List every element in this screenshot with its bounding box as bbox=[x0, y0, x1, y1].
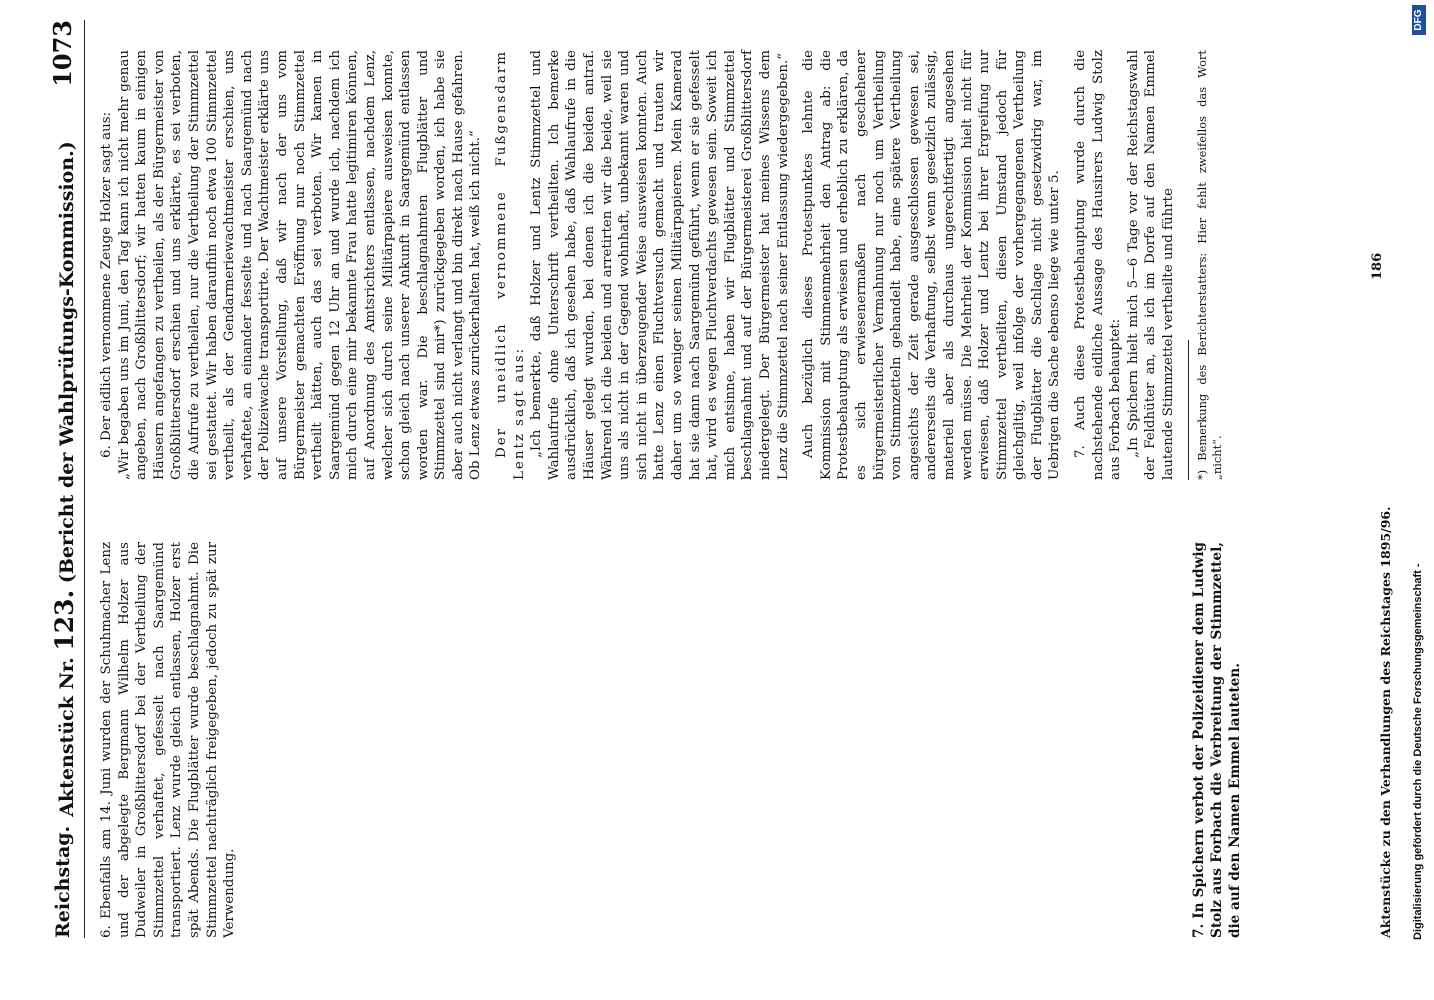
page-header bbox=[44, 20, 85, 938]
left-paragraph-7-text: In Spichern verbot der Polizeidiener dem Ludwig Stolz aus Forbach die Verbreitung der Stimmzettel, die auf den Namen Emmel lauteten. bbox=[1191, 541, 1243, 938]
header-commission: (Bericht der Wahlprüfungs-Kommission.) bbox=[56, 141, 78, 584]
left-column bbox=[98, 542, 239, 938]
header-reichstag: Reichstag. bbox=[52, 825, 74, 938]
witness-holzer-testimony: „Wir begaben uns im Juni, den Tag kann ich nicht mehr genau angeben, nach Großblittersdorf; wir hatten kaum in einigen Häusern angefangen zu vertheilen, als der Bürgermeister von Großblittersdorf erschien und uns erklärte, es sei verboten, die Aufrufe zu vertheilen, nur die Vertheilung der Stimmzettel sei gestattet. Wir haben daraufhin noch etwa 100 Stimmzettel vertheilt, als der Gendarmeriewachtmeister erschien, uns verhaftete, an einander fesselte und nach Saargemünd nach der Polizeiwache transportirte. Der Wachtmeister erklärte uns auf unsere Vorstellung, daß wir nach der uns vom Bürgermeister gemachten Eröffnung nur noch Stimmzettel vertheilt hätten, auch das sei verboten. Wir kamen in Saargemünd gegen 12 Uhr an und wurde ich, nachdem ich mich durch eine mir bekannte Frau hatte legitimiren können, auf Anordnung des Amtsrichters entlassen, nachdem Lenz, welcher sich durch seine Militärpapiere ausweisen konnte, schon gleich nach unserer Ankunft in Saargemünd entlassen worden war. Die beschlagnahmten Flugblätter und Stimmzettel sind mir*) zurückgegeben worden, ich habe sie aber auch nicht verlangt und bin direkt nach Hause gefahren. Ob Lenz etwas zurückerhalten hat, weiß ich nicht.“ bbox=[116, 50, 484, 480]
dfg-logo: DFG bbox=[1412, 5, 1426, 35]
witness-lentz-intro: Der uneidlich vernommene Fußgensdarm Lentz sagt aus: bbox=[494, 50, 527, 480]
right-column bbox=[98, 50, 1225, 480]
right-paragraph-7-intro-text: Auch diese Protestbehauptung wurde durch die nachstehende eidliche Aussage des Hausirers Ludwig Stolz aus Forbach behauptet: bbox=[1073, 50, 1124, 480]
left-paragraph-6-number: 6. bbox=[99, 925, 114, 938]
footer-sheet-number: 186 bbox=[1370, 252, 1385, 280]
digitization-credit: Digitalisierung gefördert durch die Deutsche Forschungsgemeinschaft - bbox=[1412, 563, 1424, 940]
header-prefix: Aktenstück Nr. bbox=[56, 657, 78, 817]
witness-stolz-testimony: „In Spichern hielt mich 5—6 Tage vor der Reichstagswahl der Feldhüter an, als ich im Dorfe auf den Namen Emmel lautende Stimmzettel vertheilte und führte bbox=[1125, 50, 1177, 480]
page-number: 1073 bbox=[48, 20, 77, 87]
header-title bbox=[50, 20, 79, 938]
right-paragraph-7-number: 7. bbox=[1073, 445, 1089, 458]
left-paragraph-6-text: Ebenfalls am 14. Juni wurden der Schuhmacher Lenz und der abgelegte Bergmann Wilhelm Holzer aus Dudweiler in Großblittersdorf bei der Vertheilung der Stimmzettel verhaftet, gefesselt nach Saargemünd transportiert. Lenz wurde gleich entlassen, Holzer erst spät Abends. Die Flugblätter wurde beschlagnahmt. Die Stimmzettel nachträglich freigegeben, jedoch zu spät zur Verwendung. bbox=[99, 541, 238, 938]
left-paragraph-6 bbox=[98, 542, 239, 938]
footer-publication: Aktenstücke zu den Verhandlungen des Reichstages 1895/96. bbox=[1378, 506, 1393, 938]
witness-holzer-intro-text: Der eidlich vernommene Zeuge Holzer sagt aus: bbox=[99, 111, 114, 441]
footnote-divider bbox=[1188, 340, 1189, 480]
witness-holzer-intro bbox=[98, 50, 116, 480]
right-paragraph-7-intro bbox=[1072, 50, 1125, 480]
commission-decision: Auch bezüglich dieses Protestpunktes lehnte die Kommission mit Stimmenmehrheit den Antrag ab: die Protestbehauptung als erwiesen und erheblich zu erklären, da es sich erwiesenermaßen nach geschehener bürgermeisterlicher Vermahnung nur noch um Vertheilung von Stimmzetteln gehandelt habe, eine spätere Vertheilung angesichts der Zeit gerade ausgeschlossen gewesen sei, andererseits die Verhaftung, selbst wenn gesetzlich zulässig, materiell aber als durchaus ungerechtfertigt angesehen werden müsse. Die Mehrheit der Kommission hielt nicht für erwiesen, daß Holzer und Lentz bei ihrer Ergreifung nur Stimmzettel vertheilten, diesen Umstand jedoch für gleichgiltig, weil infolge der vorhergegangenen Vertheilung der Flugblätter die Sachlage nicht gesetzwidrig war, im Uebrigen die Sache ebenso liege wie unter 5. bbox=[801, 50, 1063, 480]
header-document-number: 123. bbox=[50, 589, 79, 651]
witness-lentz-testimony: „Ich bemerkte, daß Holzer und Lentz Stimmzettel und Wahlaufrufe ohne Unterschrift vertheilten. Ich bemerke ausdrücklich, daß ich gesehen habe, daß Wahlaufrufe in die Häuser gelegt wurden, bei denen ich die beiden antraf. Während ich die beiden und arretirten wir die beide, weil sie uns als nicht in der Gegend wohnhaft, unbekannt waren und sich nicht in überzeugender Weise ausweisen konnten. Auch hatte Lenz einen Fluchtversuch gemacht und trauten wir daher um so weniger seinen Militärpapieren. Mein Kamerad hat sie dann nach Saargemünd geführt, wenn er sie gefesselt hat, wird es wegen Fluchtverdachts gewesen sein. Soweit ich mich entsinne, haben wir Flugblätter und Stimmzettel beschlagnahmt und auf der Bürgermeisterei Großblittersdorf niedergelegt. Der Bürgermeister hat meines Wissens dem Lenz die Stimmzettel nach seiner Entlassung wiedergegeben.“ bbox=[529, 50, 791, 480]
left-paragraph-7-number: 7. bbox=[1191, 923, 1207, 938]
right-paragraph-6-number: 6. bbox=[99, 445, 114, 458]
footnote: *) Bemerkung des Berichterstatters: Hier fehlt zweifellos das Wort „nicht“. bbox=[1194, 50, 1224, 480]
left-paragraph-7 bbox=[1190, 542, 1244, 938]
